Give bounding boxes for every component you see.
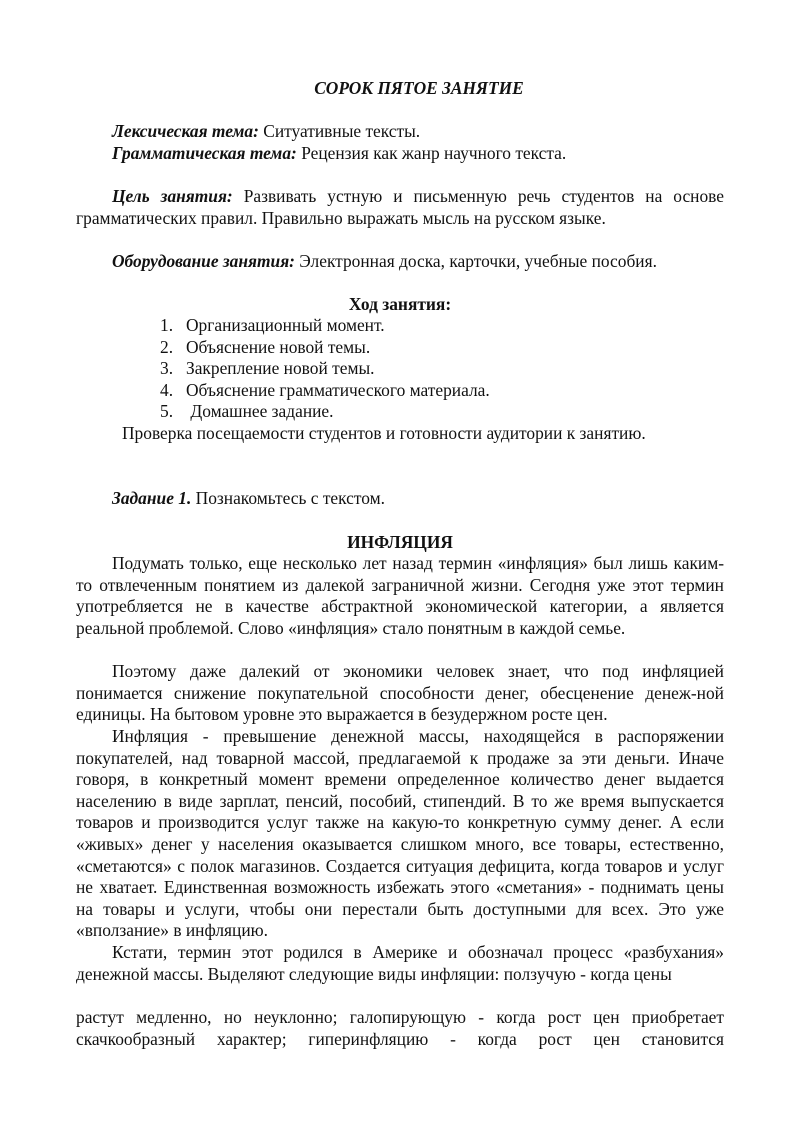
list-item-number: 1. [160, 315, 174, 335]
article-paragraph-4: Кстати, термин этот родился в Америке и обозначал процесс «разбухания» денежной массы. Выделяют следующие виды инфляции: ползучую - когда цены [76, 942, 724, 984]
lexical-topic-label: Лексическая тема: [112, 121, 259, 141]
list-item [160, 337, 720, 359]
lexical-topic [112, 121, 740, 143]
plan-heading: Ход занятия: [348, 294, 452, 314]
list-item-number: 5. [160, 401, 174, 422]
article-paragraph-2: Поэтому даже далекий от экономики человек знает, что под инфляцией понимается снижение покупательной способности денег, обесценение денеж-ной единицы. На бытовом уровне это выражается в безудержном росте цен. [76, 661, 724, 725]
lesson-plan-list [160, 315, 720, 423]
page-title: СОРОК ПЯТОЕ ЗАНЯТИЕ [314, 78, 524, 98]
attendance-note: Проверка посещаемости студентов и готовности аудитории к занятию. [122, 423, 646, 443]
list-item-number: 2. [160, 336, 174, 357]
grammar-topic-text: Рецензия как жанр научного текста. [296, 143, 567, 163]
lesson-equipment-label: Оборудование занятия: [112, 251, 295, 271]
grammar-topic-label: Грамматическая тема: [112, 143, 297, 163]
list-item-text: Объяснение грамматического материала. [186, 379, 490, 400]
lexical-topic-text: Ситуативные тексты. [258, 121, 421, 141]
list-item [160, 358, 720, 380]
lesson-equipment-text: Электронная доска, карточки, учебные пособия. [294, 251, 657, 271]
task-1-label: Задание 1. [112, 488, 192, 508]
lesson-goal [76, 186, 724, 229]
article-heading: ИНФЛЯЦИЯ [347, 532, 453, 552]
article-paragraph-5: растут медленно, но неуклонно; галопирующую - когда рост цен приобретает скачкообразный характер; гиперинфляцию - когда рост цен становится [76, 1007, 724, 1049]
list-item-text: Объяснение новой темы. [186, 336, 371, 357]
article-paragraph-1: Подумать только, еще несколько лет назад термин «инфляция» был лишь каким-то отвлеченным понятием из далекой заграничной жизни. Сегодня уже этот термин употребляется не в качестве абстрактной экономической категории, а является реальной проблемой. Слово «инфляция» стало понятным в каждой семье. [76, 553, 724, 638]
task-1 [112, 488, 740, 510]
list-item [160, 315, 720, 337]
list-item-text: Домашнее задание. [186, 401, 334, 422]
grammar-topic [112, 143, 740, 165]
list-item [160, 380, 720, 402]
article-paragraph-3: Инфляция - превышение денежной массы, находящейся в распоряжении покупателей, над товарной массой, предлагаемой к продаже за эти деньги. Иначе говоря, в конкретный момент времени определенное количество денег выдается населению в виде зарплат, пенсий, пособий, стипендий. В то же время выпускается товаров и производится услуг также на какую-то конкретную сумму денег. А если «живых» денег у населения оказывается слишком много, все товары, естественно, «сметаются» с полок магазинов. Создается ситуация дефицита, когда товаров и услуг не хватает. Единственная возможность избежать этого «сметания» - поднимать цены на товары и услуги, чтобы они перестали быть доступными для всех. Это уже «вползание» в инфляцию. [76, 726, 724, 941]
list-item-number: 3. [160, 358, 174, 379]
lesson-equipment [112, 251, 740, 273]
lesson-goal-label: Цель занятия: [112, 186, 233, 206]
list-item-number: 4. [160, 379, 174, 400]
list-item-text: Организационный момент. [186, 315, 385, 335]
task-1-text: Познакомьтесь с текстом. [191, 488, 385, 508]
lesson-goal-text: Развивать устную и письменную речь студентов на основе грамматических правил. Правильно выражать мысль на русском языке. [76, 186, 724, 228]
list-item-text: Закрепление новой темы. [186, 358, 375, 379]
list-item [160, 401, 720, 423]
